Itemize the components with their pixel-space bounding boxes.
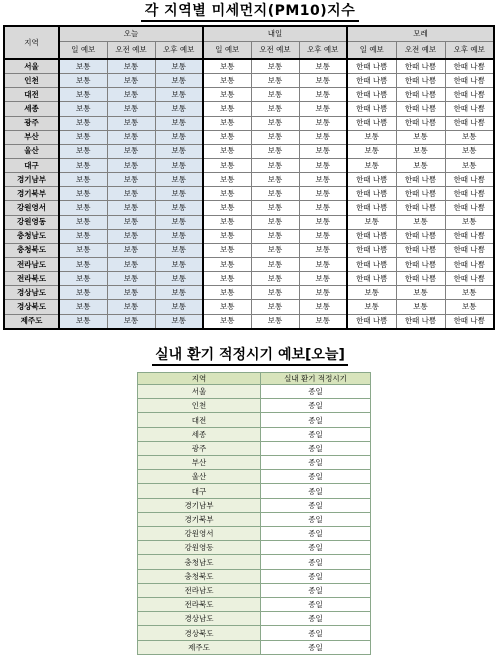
pm-forecast-cell: 한때 나쁨 (396, 258, 445, 272)
pm-forecast-cell: 한때 나쁨 (445, 272, 494, 286)
pm-region-cell: 광주 (4, 116, 59, 130)
pm-forecast-cell: 보통 (155, 272, 203, 286)
vent-region-cell: 서울 (138, 385, 261, 399)
pm-table-row (4, 215, 494, 229)
pm-forecast-cell: 한때 나쁨 (347, 243, 396, 257)
pm-forecast-cell: 보통 (155, 314, 203, 329)
pm-region-cell: 전라남도 (4, 258, 59, 272)
pm-forecast-cell: 보통 (203, 102, 251, 116)
pm-forecast-cell: 보통 (107, 159, 155, 173)
pm-forecast-cell: 보통 (299, 116, 347, 130)
pm-forecast-cell: 보통 (203, 314, 251, 329)
pm-sub-header: 일 예보 (203, 42, 251, 60)
pm-forecast-cell: 보통 (347, 159, 396, 173)
pm-forecast-cell: 보통 (203, 130, 251, 144)
pm-forecast-cell: 보통 (59, 300, 107, 314)
pm-forecast-cell: 보통 (203, 187, 251, 201)
pm-forecast-cell: 보통 (299, 258, 347, 272)
pm-forecast-cell: 보통 (251, 300, 299, 314)
pm-forecast-cell: 보통 (445, 300, 494, 314)
pm-forecast-cell: 한때 나쁨 (396, 59, 445, 74)
pm-region-cell: 충청남도 (4, 229, 59, 243)
pm-forecast-cell: 보통 (299, 144, 347, 158)
vent-time-cell: 종일 (261, 470, 371, 484)
pm-forecast-cell: 보통 (155, 102, 203, 116)
vent-title-text: 실내 환기 적정시기 예보[오늘] (152, 346, 348, 366)
vent-region-cell: 인천 (138, 399, 261, 413)
pm-forecast-cell: 보통 (155, 286, 203, 300)
pm-sub-header: 오후 예보 (299, 42, 347, 60)
pm-forecast-cell: 보통 (107, 74, 155, 88)
pm-forecast-cell: 보통 (107, 88, 155, 102)
vent-table-row (138, 385, 371, 399)
pm-forecast-cell: 보통 (251, 130, 299, 144)
pm-forecast-cell: 한때 나쁨 (396, 272, 445, 286)
pm-forecast-cell: 보통 (203, 286, 251, 300)
pm-table-row (4, 144, 494, 158)
vent-region-cell: 울산 (138, 470, 261, 484)
pm-forecast-cell: 보통 (155, 201, 203, 215)
pm-forecast-cell: 보통 (107, 201, 155, 215)
vent-region-cell: 경상북도 (138, 626, 261, 640)
pm-forecast-cell: 보통 (155, 144, 203, 158)
pm-forecast-cell: 보통 (59, 159, 107, 173)
vent-region-cell: 전라남도 (138, 583, 261, 597)
pm-forecast-cell: 보통 (203, 74, 251, 88)
pm-day-header-today: 오늘 (59, 26, 203, 42)
vent-region-cell: 경상남도 (138, 612, 261, 626)
pm-table-row (4, 314, 494, 329)
pm-table-row (4, 286, 494, 300)
vent-table-row (138, 527, 371, 541)
pm-forecast-cell: 보통 (251, 272, 299, 286)
pm-forecast-cell: 보통 (299, 130, 347, 144)
pm-table-row (4, 201, 494, 215)
pm-sub-header: 오전 예보 (107, 42, 155, 60)
ventilation-table (137, 372, 371, 655)
pm-forecast-cell: 보통 (251, 215, 299, 229)
pm-region-cell: 전라북도 (4, 272, 59, 286)
pm-forecast-cell: 보통 (155, 258, 203, 272)
pm-forecast-cell: 보통 (347, 286, 396, 300)
pm-forecast-cell: 한때 나쁨 (347, 229, 396, 243)
pm-table-row (4, 59, 494, 74)
pm-forecast-cell: 보통 (251, 229, 299, 243)
pm-forecast-cell: 한때 나쁨 (396, 243, 445, 257)
pm-forecast-cell: 보통 (396, 159, 445, 173)
pm-forecast-cell: 한때 나쁨 (347, 88, 396, 102)
pm-forecast-cell: 보통 (203, 88, 251, 102)
pm-region-header: 지역 (4, 26, 59, 59)
vent-table-row (138, 427, 371, 441)
pm-forecast-cell: 한때 나쁨 (347, 74, 396, 88)
pm-sub-header: 일 예보 (59, 42, 107, 60)
pm-forecast-cell: 보통 (155, 215, 203, 229)
pm-forecast-cell: 보통 (299, 243, 347, 257)
pm-forecast-cell: 한때 나쁨 (347, 258, 396, 272)
pm-forecast-cell: 보통 (107, 243, 155, 257)
vent-time-cell: 종일 (261, 527, 371, 541)
pm-forecast-cell: 보통 (107, 116, 155, 130)
vent-table-row (138, 484, 371, 498)
pm-region-cell: 경기남부 (4, 173, 59, 187)
pm-table-row (4, 300, 494, 314)
vent-time-cell: 종일 (261, 512, 371, 526)
vent-region-cell: 광주 (138, 441, 261, 455)
pm-region-cell: 경상북도 (4, 300, 59, 314)
vent-region-cell: 강원영서 (138, 527, 261, 541)
pm-forecast-cell: 보통 (59, 59, 107, 74)
pm-table-row (4, 88, 494, 102)
vent-region-cell: 강원영동 (138, 541, 261, 555)
pm-forecast-cell: 보통 (445, 286, 494, 300)
pm-forecast-cell: 보통 (445, 144, 494, 158)
pm-forecast-cell: 보통 (251, 201, 299, 215)
pm-sub-header: 오전 예보 (396, 42, 445, 60)
pm-forecast-cell: 한때 나쁨 (445, 74, 494, 88)
pm-forecast-cell: 보통 (299, 272, 347, 286)
pm-forecast-cell: 보통 (203, 59, 251, 74)
pm-forecast-cell: 보통 (59, 187, 107, 201)
pm-region-cell: 세종 (4, 102, 59, 116)
vent-table-row (138, 512, 371, 526)
pm-forecast-cell: 보통 (59, 272, 107, 286)
pm-forecast-cell: 한때 나쁨 (396, 88, 445, 102)
pm-forecast-cell: 보통 (59, 258, 107, 272)
pm-forecast-cell: 보통 (203, 159, 251, 173)
pm-forecast-cell: 보통 (155, 116, 203, 130)
vent-table-row (138, 626, 371, 640)
pm-forecast-cell: 한때 나쁨 (347, 173, 396, 187)
pm-day-header-tomorrow: 내일 (203, 26, 347, 42)
pm-forecast-cell: 보통 (203, 215, 251, 229)
pm-title (0, 2, 500, 22)
vent-time-cell: 종일 (261, 612, 371, 626)
pm-forecast-cell: 한때 나쁨 (445, 187, 494, 201)
pm-forecast-cell: 한때 나쁨 (347, 201, 396, 215)
pm-table-row (4, 258, 494, 272)
pm-forecast-cell: 보통 (299, 74, 347, 88)
pm-forecast-cell: 보통 (251, 74, 299, 88)
pm-forecast-cell: 보통 (445, 159, 494, 173)
pm-forecast-cell: 보통 (155, 130, 203, 144)
pm-sub-header: 오전 예보 (251, 42, 299, 60)
pm-forecast-cell: 보통 (203, 173, 251, 187)
pm-table-row (4, 102, 494, 116)
pm-forecast-cell: 보통 (107, 215, 155, 229)
vent-region-cell: 경기남부 (138, 498, 261, 512)
pm-forecast-cell: 보통 (59, 130, 107, 144)
pm-forecast-cell: 보통 (251, 116, 299, 130)
pm-forecast-cell: 한때 나쁨 (396, 102, 445, 116)
pm-forecast-cell: 한때 나쁨 (347, 116, 396, 130)
pm-forecast-cell: 보통 (59, 74, 107, 88)
vent-table-row (138, 569, 371, 583)
pm-forecast-cell: 보통 (107, 130, 155, 144)
pm-sub-header: 오후 예보 (155, 42, 203, 60)
vent-table-row (138, 598, 371, 612)
pm-forecast-cell: 보통 (155, 74, 203, 88)
pm-forecast-cell: 보통 (251, 59, 299, 74)
pm-forecast-cell: 한때 나쁨 (347, 59, 396, 74)
vent-region-cell: 경기북부 (138, 512, 261, 526)
pm-table-row (4, 173, 494, 187)
vent-table-row (138, 399, 371, 413)
pm-forecast-cell: 한때 나쁨 (445, 173, 494, 187)
pm-forecast-table (3, 25, 495, 330)
pm-forecast-cell: 보통 (155, 59, 203, 74)
pm-table-row (4, 272, 494, 286)
pm-region-cell: 대전 (4, 88, 59, 102)
pm-forecast-cell: 보통 (251, 102, 299, 116)
vent-time-cell: 종일 (261, 385, 371, 399)
pm-forecast-cell: 보통 (347, 300, 396, 314)
pm-title-text: 각 지역별 미세먼지(PM10)지수 (141, 2, 359, 22)
vent-table-row (138, 612, 371, 626)
pm-forecast-cell: 보통 (59, 243, 107, 257)
pm-table-row (4, 74, 494, 88)
pm-region-cell: 대구 (4, 159, 59, 173)
pm-forecast-cell: 보통 (396, 130, 445, 144)
pm-table-row (4, 159, 494, 173)
pm-forecast-cell: 보통 (396, 300, 445, 314)
pm-table-row (4, 116, 494, 130)
pm-forecast-cell: 보통 (59, 144, 107, 158)
pm-forecast-cell: 보통 (299, 201, 347, 215)
pm-forecast-cell: 보통 (203, 243, 251, 257)
pm-region-cell: 경상남도 (4, 286, 59, 300)
pm-forecast-cell: 보통 (251, 243, 299, 257)
pm-forecast-cell: 보통 (251, 173, 299, 187)
pm-forecast-cell: 보통 (445, 215, 494, 229)
pm-forecast-cell: 보통 (445, 130, 494, 144)
vent-time-cell: 종일 (261, 626, 371, 640)
pm-forecast-cell: 보통 (251, 187, 299, 201)
vent-time-cell: 종일 (261, 498, 371, 512)
pm-forecast-cell: 보통 (299, 286, 347, 300)
pm-forecast-cell: 보통 (59, 116, 107, 130)
pm-forecast-cell: 보통 (107, 314, 155, 329)
pm-forecast-cell: 보통 (59, 102, 107, 116)
pm-region-cell: 강원영서 (4, 201, 59, 215)
pm-region-cell: 부산 (4, 130, 59, 144)
pm-forecast-cell: 한때 나쁨 (445, 243, 494, 257)
vent-header-row (138, 373, 371, 385)
pm-forecast-cell: 보통 (251, 286, 299, 300)
pm-forecast-cell: 보통 (155, 300, 203, 314)
pm-forecast-cell: 한때 나쁨 (396, 116, 445, 130)
pm-sub-header-row (4, 42, 494, 60)
vent-time-cell: 종일 (261, 484, 371, 498)
vent-table-row (138, 456, 371, 470)
pm-forecast-cell: 보통 (203, 144, 251, 158)
pm-forecast-cell: 보통 (299, 229, 347, 243)
pm-forecast-cell: 보통 (59, 286, 107, 300)
pm-forecast-cell: 보통 (299, 300, 347, 314)
vent-table-row (138, 441, 371, 455)
pm-region-cell: 충청북도 (4, 243, 59, 257)
pm-forecast-cell: 한때 나쁨 (347, 102, 396, 116)
pm-forecast-cell: 보통 (107, 272, 155, 286)
pm-forecast-cell: 보통 (107, 59, 155, 74)
vent-time-cell: 종일 (261, 555, 371, 569)
vent-time-cell: 종일 (261, 441, 371, 455)
pm-forecast-cell: 보통 (251, 314, 299, 329)
pm-forecast-cell: 보통 (107, 229, 155, 243)
pm-forecast-cell: 보통 (203, 300, 251, 314)
pm-forecast-cell: 한때 나쁨 (445, 201, 494, 215)
pm-forecast-cell: 한때 나쁨 (347, 272, 396, 286)
pm-day-header-row (4, 26, 494, 42)
pm-forecast-cell: 보통 (347, 144, 396, 158)
pm-forecast-cell: 한때 나쁨 (396, 187, 445, 201)
pm-region-cell: 서울 (4, 59, 59, 74)
vent-region-cell: 제주도 (138, 640, 261, 654)
vent-table-row (138, 555, 371, 569)
pm-forecast-cell: 보통 (155, 173, 203, 187)
vent-table-row (138, 470, 371, 484)
pm-forecast-cell: 한때 나쁨 (445, 258, 494, 272)
pm-forecast-cell: 보통 (155, 243, 203, 257)
vent-time-cell: 종일 (261, 640, 371, 654)
pm-forecast-cell: 한때 나쁨 (396, 201, 445, 215)
pm-forecast-cell: 보통 (107, 173, 155, 187)
pm-forecast-cell: 보통 (299, 215, 347, 229)
pm-forecast-cell: 보통 (347, 215, 396, 229)
vent-table-row (138, 640, 371, 654)
vent-time-cell: 종일 (261, 583, 371, 597)
vent-time-cell: 종일 (261, 413, 371, 427)
pm-forecast-cell: 보통 (299, 88, 347, 102)
pm-region-cell: 울산 (4, 144, 59, 158)
pm-forecast-cell: 보통 (107, 102, 155, 116)
pm-sub-header: 일 예보 (347, 42, 396, 60)
pm-region-cell: 강원영동 (4, 215, 59, 229)
pm-forecast-cell: 보통 (299, 102, 347, 116)
pm-forecast-cell: 보통 (59, 201, 107, 215)
vent-region-cell: 전라북도 (138, 598, 261, 612)
pm-forecast-cell: 보통 (203, 272, 251, 286)
pm-region-cell: 경기북부 (4, 187, 59, 201)
vent-table-row (138, 583, 371, 597)
vent-time-cell: 종일 (261, 427, 371, 441)
pm-table-row (4, 130, 494, 144)
pm-forecast-cell: 보통 (107, 258, 155, 272)
pm-forecast-cell: 보통 (107, 286, 155, 300)
pm-forecast-cell: 보통 (59, 88, 107, 102)
pm-table-row (4, 229, 494, 243)
pm-forecast-cell: 보통 (107, 300, 155, 314)
pm-forecast-cell: 한때 나쁨 (396, 314, 445, 329)
pm-forecast-cell: 보통 (396, 286, 445, 300)
vent-region-header: 지역 (138, 373, 261, 385)
pm-forecast-cell: 보통 (396, 144, 445, 158)
vent-region-cell: 대구 (138, 484, 261, 498)
pm-forecast-cell: 보통 (251, 159, 299, 173)
pm-forecast-cell: 한때 나쁨 (396, 173, 445, 187)
pm-forecast-cell: 보통 (203, 201, 251, 215)
vent-region-cell: 세종 (138, 427, 261, 441)
pm-forecast-cell: 보통 (59, 314, 107, 329)
vent-title (0, 346, 500, 366)
pm-forecast-cell: 보통 (155, 187, 203, 201)
vent-time-cell: 종일 (261, 456, 371, 470)
pm-forecast-cell: 보통 (251, 258, 299, 272)
pm-forecast-cell: 한때 나쁨 (445, 229, 494, 243)
pm-forecast-cell: 보통 (299, 159, 347, 173)
vent-table-row (138, 498, 371, 512)
vent-time-header: 실내 환기 적정시기 (261, 373, 371, 385)
pm-table-row (4, 243, 494, 257)
pm-forecast-cell: 한때 나쁨 (445, 314, 494, 329)
pm-table-row (4, 187, 494, 201)
vent-table-row (138, 413, 371, 427)
pm-table-body (4, 59, 494, 329)
pm-day-header-day-after: 모레 (347, 26, 494, 42)
pm-forecast-cell: 보통 (107, 187, 155, 201)
pm-forecast-cell: 한때 나쁨 (445, 88, 494, 102)
pm-forecast-cell: 보통 (155, 88, 203, 102)
pm-forecast-cell: 보통 (299, 173, 347, 187)
pm-forecast-cell: 보통 (396, 215, 445, 229)
vent-time-cell: 종일 (261, 399, 371, 413)
vent-region-cell: 부산 (138, 456, 261, 470)
pm-region-cell: 인천 (4, 74, 59, 88)
pm-forecast-cell: 보통 (203, 258, 251, 272)
vent-time-cell: 종일 (261, 541, 371, 555)
vent-region-cell: 충청북도 (138, 569, 261, 583)
pm-forecast-cell: 보통 (203, 116, 251, 130)
vent-region-cell: 충청남도 (138, 555, 261, 569)
pm-forecast-cell: 보통 (299, 59, 347, 74)
vent-region-cell: 대전 (138, 413, 261, 427)
pm-forecast-cell: 보통 (59, 215, 107, 229)
pm-forecast-cell: 한때 나쁨 (347, 314, 396, 329)
pm-forecast-cell: 보통 (347, 130, 396, 144)
pm-forecast-cell: 한때 나쁨 (396, 74, 445, 88)
vent-table-body (138, 385, 371, 655)
pm-forecast-cell: 보통 (251, 88, 299, 102)
pm-forecast-cell: 보통 (59, 173, 107, 187)
pm-forecast-cell: 한때 나쁨 (396, 229, 445, 243)
pm-forecast-cell: 보통 (107, 144, 155, 158)
pm-forecast-cell: 한때 나쁨 (445, 102, 494, 116)
vent-table-row (138, 541, 371, 555)
pm-sub-header: 오후 예보 (445, 42, 494, 60)
pm-forecast-cell: 보통 (59, 229, 107, 243)
pm-forecast-cell: 한때 나쁨 (347, 187, 396, 201)
pm-forecast-cell: 한때 나쁨 (445, 59, 494, 74)
pm-forecast-cell: 보통 (203, 229, 251, 243)
vent-time-cell: 종일 (261, 598, 371, 612)
pm-forecast-cell: 보통 (251, 144, 299, 158)
pm-forecast-cell: 보통 (299, 314, 347, 329)
vent-time-cell: 종일 (261, 569, 371, 583)
pm-forecast-cell: 보통 (155, 159, 203, 173)
pm-forecast-cell: 보통 (155, 229, 203, 243)
pm-region-cell: 제주도 (4, 314, 59, 329)
pm-forecast-cell: 한때 나쁨 (445, 116, 494, 130)
pm-forecast-cell: 보통 (299, 187, 347, 201)
